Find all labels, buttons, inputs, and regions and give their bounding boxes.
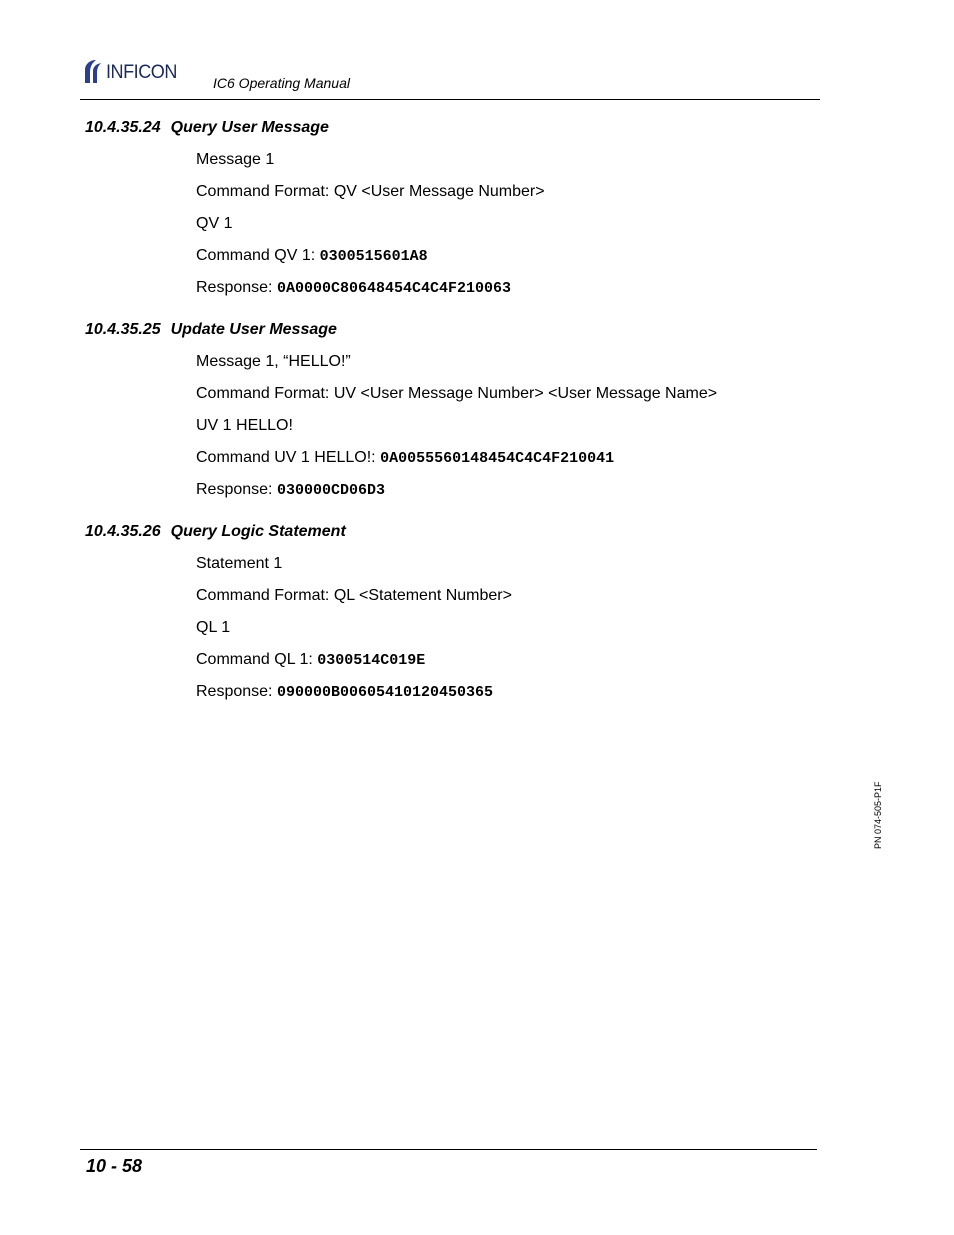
body-line xyxy=(196,246,428,267)
body-line xyxy=(196,278,511,299)
line-text: Command Format: QV <User Message Number> xyxy=(196,183,545,200)
line-text: Message 1 xyxy=(196,151,275,168)
line-text: Command UV 1 HELLO!: xyxy=(196,449,381,466)
header-divider xyxy=(80,99,820,100)
body-line xyxy=(196,480,385,501)
response-code: 030000CD06D3 xyxy=(276,482,385,499)
body-line xyxy=(196,214,232,234)
line-text: Response: xyxy=(196,481,277,498)
brand-name: INFICON xyxy=(106,62,177,83)
response-code: 090000B00605410120450365 xyxy=(276,684,493,701)
body-line xyxy=(196,384,717,404)
line-text: UV 1 HELLO! xyxy=(196,417,293,434)
section-number: 10.4.35.26 xyxy=(85,523,161,540)
command-code: 0A0055560148454C4C4F210041 xyxy=(380,450,615,467)
part-number: PN 074-505-P1F xyxy=(873,781,883,849)
line-text: Response: xyxy=(196,683,277,700)
body-line xyxy=(196,182,545,202)
section-heading xyxy=(85,118,329,138)
section-title: Update User Message xyxy=(170,321,337,338)
section-number: 10.4.35.24 xyxy=(85,119,161,136)
line-text: QL 1 xyxy=(196,619,231,636)
response-code: 0A0000C80648454C4C4F210063 xyxy=(276,280,511,297)
section-title: Query User Message xyxy=(170,119,329,136)
body-line xyxy=(196,448,614,469)
body-line xyxy=(196,150,274,170)
section-heading xyxy=(85,320,337,340)
body-line xyxy=(196,682,493,703)
page-number: 10 - 58 xyxy=(86,1156,143,1176)
line-text: QV 1 xyxy=(196,215,233,232)
command-code: 0300514C019E xyxy=(317,652,426,669)
section-title: Query Logic Statement xyxy=(170,523,346,540)
line-text: Statement 1 xyxy=(196,555,283,572)
body-line xyxy=(196,618,230,638)
line-text: Command Format: QL <Statement Number> xyxy=(196,587,512,604)
body-line xyxy=(196,554,282,574)
body-line xyxy=(196,352,351,372)
body-line xyxy=(196,586,512,606)
manual-title: IC6 Operating Manual xyxy=(213,75,350,91)
command-code: 0300515601A8 xyxy=(319,248,428,265)
body-line xyxy=(196,416,293,436)
inficon-logo-icon xyxy=(82,59,104,83)
section-number: 10.4.35.25 xyxy=(85,321,161,338)
line-text: Message 1, “HELLO!” xyxy=(196,353,351,370)
line-text: Response: xyxy=(196,279,277,296)
line-text: Command QL 1: xyxy=(196,651,318,668)
line-text: Command Format: UV <User Message Number> <User Message Name> xyxy=(196,385,718,402)
section-heading xyxy=(85,522,346,542)
line-text: Command QV 1: xyxy=(196,247,320,264)
body-line xyxy=(196,650,425,671)
footer-divider xyxy=(80,1149,817,1150)
inficon-logo xyxy=(82,59,181,83)
